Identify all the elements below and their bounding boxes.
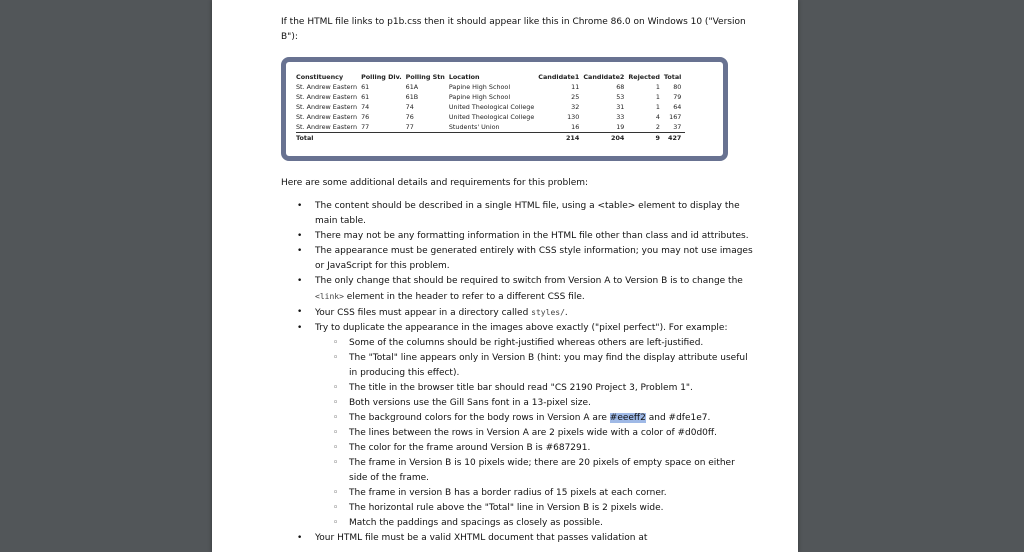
col-header: Polling Div. (361, 73, 402, 81)
sub-list-item: ◦ The "Total" line appears only in Version B (hint: you may find the display attribute useful in producing this effect). (315, 351, 756, 381)
total-candidate2: 204 (583, 133, 628, 144)
table-row (296, 112, 685, 122)
total-label: Total (296, 133, 361, 144)
table-cell: 16 (571, 123, 580, 131)
table-row (296, 92, 685, 102)
results-table (296, 72, 685, 143)
table-cell: 31 (616, 103, 625, 111)
sub-list-item: ◦ The title in the browser title bar should read "CS 2190 Project 3, Problem 1". (315, 381, 756, 396)
sub-list-item: ◦ The lines between the rows in Version A are 2 pixels wide with a color of #d0d0ff. (315, 426, 756, 441)
list-item: • Try to duplicate the appearance in the images above exactly ("pixel perfect"). For example: ◦ Some of the columns should be right-justified whereas others are left-justified. ◦ The "Total" line appears only in Version B (hint: you may find the display attribute useful in producing this effect). ◦ The title in the browser title bar should read "CS 2190 Project 3, Problem 1". ◦ Both versions use the Gill Sans font in a 13-pixel size. ◦ The background colors for the body rows in Version A are #eeeff2 and #dfe1e7. ◦ The lines between the rows in Version A are 2 pixels wide with a color of #d0d0ff. ◦ The color for the frame around Version B is #687291. ◦ The frame in Version B is 10 pixels wide; there are 20 pixels of empty space on either side of the frame. ◦ The frame in version B has a border radius of 15 pixels at each corner. ◦ The horizontal rule above the "Total" line in Version B is 2 pixels wide. ◦ Match the paddings and spacings as closely as possible. (281, 321, 756, 531)
sub-list (315, 336, 756, 531)
table-cell: 77 (405, 123, 414, 131)
sub-list-item: ◦ The frame in Version B is 10 pixels wide; there are 20 pixels of empty space on either side of the frame. (315, 456, 756, 486)
col-header: Candidate2 (583, 73, 625, 81)
sub-list-item: ◦ The color for the frame around Version B is #687291. (315, 441, 756, 456)
table-cell: St. Andrew Eastern (296, 113, 358, 121)
table-cell: 61B (405, 93, 419, 101)
table-cell: 76 (405, 113, 414, 121)
table-cell: Papine High School (448, 93, 511, 101)
total-rejected: 9 (628, 133, 664, 144)
table-cell: 130 (567, 113, 580, 121)
link-code: <link> (315, 292, 344, 301)
styles-code: styles/ (531, 308, 565, 317)
total-total: 427 (664, 133, 685, 144)
table-cell: 64 (673, 103, 682, 111)
table-cell: Students' Union (448, 123, 500, 131)
col-header: Polling Stn (405, 73, 445, 81)
table-cell: United Theological College (448, 113, 535, 121)
sub-list-item: ◦ Match the paddings and spacings as closely as possible. (315, 516, 756, 531)
table-cell: St. Andrew Eastern (296, 103, 358, 111)
list-item: • Your HTML file must be a valid XHTML document that passes validation at (281, 531, 756, 546)
table-row (296, 122, 685, 133)
list-item: • The content should be described in a single HTML file, using a <table> element to display the main table. (281, 199, 756, 229)
table-cell: 32 (571, 103, 580, 111)
table-cell: 4 (655, 113, 660, 121)
table-cell: 11 (571, 83, 580, 91)
table-cell: 74 (361, 103, 370, 111)
table-row (296, 102, 685, 112)
table-cell: St. Andrew Eastern (296, 93, 358, 101)
table-cell: 74 (405, 103, 414, 111)
table-cell: 25 (571, 93, 580, 101)
table-cell: United Theological College (448, 103, 535, 111)
list-item: • The appearance must be generated entirely with CSS style information; you may not use images or JavaScript for this problem. (281, 244, 756, 274)
selected-text-highlight[interactable]: #eeeff2 (609, 413, 646, 423)
sub-list-item: ◦ The frame in version B has a border radius of 15 pixels at each corner. (315, 486, 756, 501)
requirements-list (281, 199, 756, 546)
table-cell: 1 (655, 93, 660, 101)
table-cell: St. Andrew Eastern (296, 83, 358, 91)
col-header: Location (448, 73, 480, 81)
col-header: Total (663, 73, 682, 81)
document-page (212, 0, 798, 552)
table-cell: Papine High School (448, 83, 511, 91)
total-candidate1: 214 (538, 133, 583, 144)
table-cell: 77 (361, 123, 370, 131)
table-row (296, 82, 685, 92)
col-header: Candidate1 (538, 73, 580, 81)
table-cell: 33 (616, 113, 625, 121)
table-cell: 2 (655, 123, 660, 131)
table-cell: 61A (405, 83, 419, 91)
details-heading: Here are some additional details and requirements for this problem: (281, 178, 589, 188)
table-cell: 61 (361, 83, 370, 91)
table-cell: 68 (616, 83, 625, 91)
col-header: Constituency (296, 73, 344, 81)
sub-list-item: ◦ The background colors for the body rows in Version A are #eeeff2 and #dfe1e7. (315, 411, 756, 426)
total-row (296, 133, 685, 144)
table-cell: 1 (655, 83, 660, 91)
table-cell: St. Andrew Eastern (296, 123, 358, 131)
list-item: • Your CSS files must appear in a directory called styles/. (281, 305, 756, 321)
sub-list-item: ◦ The horizontal rule above the "Total" line in Version B is 2 pixels wide. (315, 501, 756, 516)
list-item: • The only change that should be required to switch from Version A to Version B is to change the <link> element in the header to refer to a different CSS file. (281, 274, 756, 305)
table-cell: 167 (669, 113, 682, 121)
table-cell: 76 (361, 113, 370, 121)
sub-list-item: ◦ Both versions use the Gill Sans font in a 13-pixel size. (315, 396, 756, 411)
table-cell: 61 (361, 93, 370, 101)
intro-paragraph: If the HTML file links to p1b.css then it should appear like this in Chrome 86.0 on Windows 10 ("Version B"): (281, 17, 746, 42)
col-header: Rejected (628, 73, 660, 81)
table-header-row (296, 72, 685, 82)
table-cell: 53 (616, 93, 625, 101)
table-cell: 1 (655, 103, 660, 111)
table-cell: 37 (673, 123, 682, 131)
sub-list-item: ◦ Some of the columns should be right-justified whereas others are left-justified. (315, 336, 756, 351)
list-item: • There may not be any formatting information in the HTML file other than class and id attributes. (281, 229, 756, 244)
table-cell: 80 (673, 83, 682, 91)
table-cell: 19 (616, 123, 625, 131)
version-b-frame (281, 57, 728, 161)
table-cell: 79 (673, 93, 682, 101)
